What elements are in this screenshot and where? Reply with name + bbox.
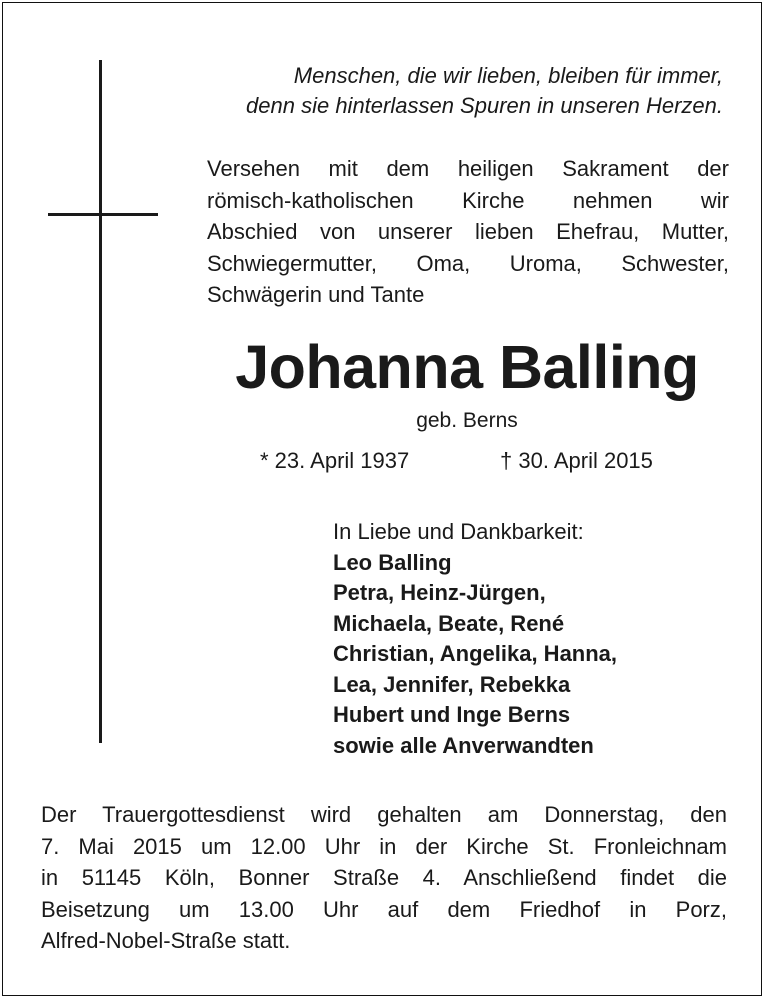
motto-quote [246,61,723,121]
service-details [41,799,727,957]
death-date: † 30. April 2015 [500,448,653,473]
mourner-name: Petra, Heinz-Jürgen, [333,580,546,605]
service-line: in 51145 Köln, Bonner Straße 4. Anschließend findet die [41,865,727,890]
mourners-intro: In Liebe und Dankbarkeit: [333,519,584,544]
service-line: Alfred-Nobel-Straße statt. [41,928,291,953]
motto-line: denn sie hinterlassen Spuren in unseren Herzen. [246,93,723,118]
mourner-name: Michaela, Beate, René [333,610,565,636]
motto-line: Menschen, die wir lieben, bleiben für immer, [293,63,723,88]
mourners-list [333,517,617,761]
intro-line: römisch-katholischen Kirche nehmen wir [207,187,729,213]
deceased-name: Johanna Balling [235,333,699,401]
intro-line: Abschied von unserer lieben Ehefrau, Mutter, [207,219,729,244]
mourner-name: Leo Balling [333,549,452,575]
mourner-name: Lea, Jennifer, Rebekka [333,671,571,697]
cross-icon-crossbar [48,213,158,216]
service-line: Der Trauergottesdienst wird gehalten am Donnerstag, den [41,802,727,827]
mourner-name: Hubert und Inge Berns [333,702,571,727]
mourner-name: Christian, Angelika, Hanna, [333,641,618,666]
intro-line: Versehen mit dem heiligen Sakrament der [207,156,729,181]
service-line: Beisetzung um 13.00 Uhr auf dem Friedhof in Porz, [41,896,727,922]
cross-icon [99,60,102,743]
intro-paragraph [207,153,729,311]
maiden-name: geb. Berns [416,409,518,432]
birth-date: * 23. April 1937 [260,448,410,473]
intro-line: Schwägerin und Tante [207,282,425,307]
mourner-name: sowie alle Anverwandten [333,732,594,758]
intro-line: Schwiegermutter, Oma, Uroma, Schwester, [207,250,729,276]
service-line: 7. Mai 2015 um 12.00 Uhr in der Kirche St. Fronleichnam [41,833,727,859]
obituary-notice [2,2,762,996]
